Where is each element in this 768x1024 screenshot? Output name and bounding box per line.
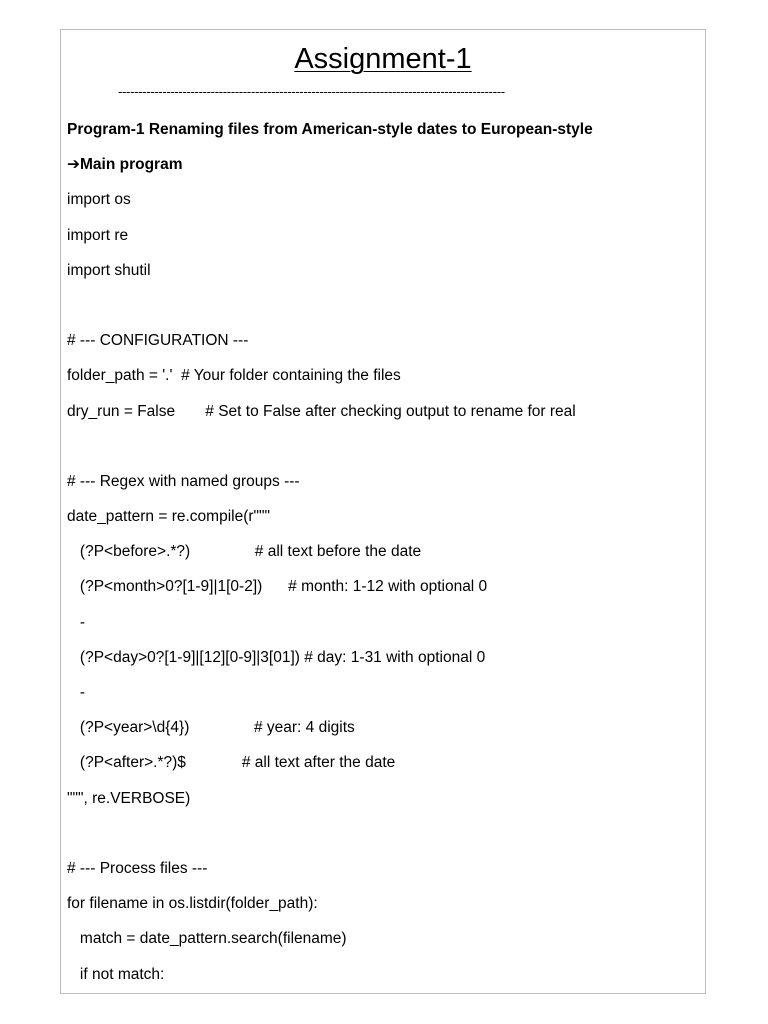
code-line: """, re.VERBOSE) — [67, 789, 191, 807]
document-body — [67, 112, 703, 992]
code-line: import shutil — [67, 261, 151, 279]
code-line: dry_run = False # Set to False after checking output to rename for real — [67, 402, 576, 420]
code-line: import re — [67, 226, 129, 244]
main-program-subheading — [67, 147, 703, 182]
code-line — [67, 816, 703, 851]
code-line: (?P<month>0?[1-9]|1[0-2]) # month: 1-12 with optional 0 — [67, 578, 488, 596]
code-line: # --- Process files --- — [67, 859, 208, 877]
code-line: (?P<before>.*?) # all text before the date — [67, 543, 422, 561]
program-heading: Program-1 Renaming files from American-style dates to European-style — [67, 121, 593, 138]
code-line: import os — [67, 191, 131, 209]
code-line: if not match: — [67, 965, 165, 983]
code-line: # --- Regex with named groups --- — [67, 472, 300, 490]
code-line: (?P<year>\d{4}) # year: 4 digits — [67, 719, 355, 737]
code-line: (?P<day>0?[1-9]|[12][0-9]|3[01]) # day: 1-31 with optional 0 — [67, 648, 486, 666]
title-separator: ------------------------------------------------------------------------------------------------ — [118, 84, 505, 99]
code-line: for filename in os.listdir(folder_path): — [67, 895, 318, 913]
code-line — [67, 288, 703, 323]
code-line: folder_path = '.' # Your folder containing the files — [67, 367, 401, 385]
code-line: # --- CONFIGURATION --- — [67, 332, 249, 350]
arrow-icon: ➔ — [67, 156, 80, 174]
code-line: - — [67, 613, 86, 631]
code-line — [67, 429, 703, 464]
subheading-text: Main program — [80, 156, 183, 174]
document-page — [60, 29, 706, 994]
code-listing — [67, 182, 703, 991]
document-title: Assignment-1 — [294, 43, 472, 75]
code-line: (?P<after>.*?)$ # all text after the date — [67, 754, 396, 772]
code-line: match = date_pattern.search(filename) — [67, 930, 347, 948]
code-line: date_pattern = re.compile(r""" — [67, 508, 271, 526]
code-line: - — [67, 684, 86, 701]
